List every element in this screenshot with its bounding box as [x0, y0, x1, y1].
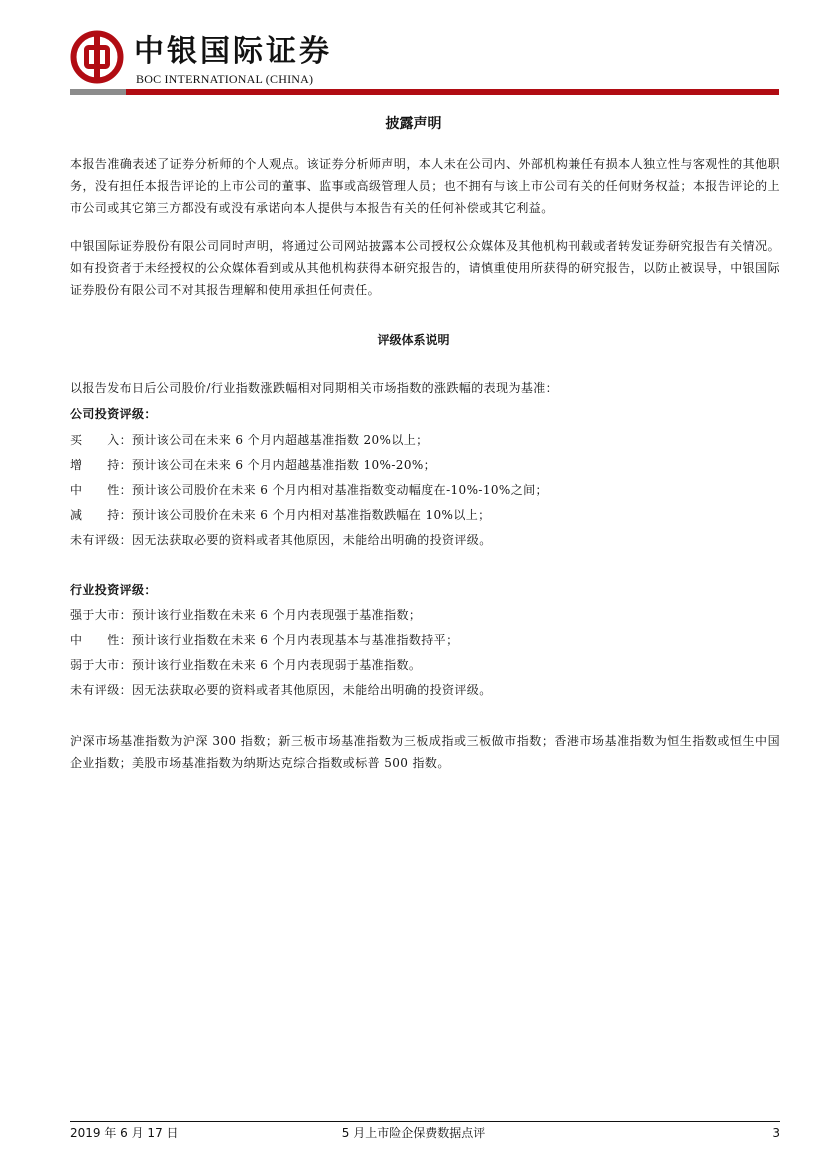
company-rating-unrated: 未有评级：因无法获取必要的资料或者其他原因，未能给出明确的投资评级。	[70, 533, 492, 547]
industry-rating-unrated: 未有评级：因无法获取必要的资料或者其他原因，未能给出明确的投资评级。	[70, 683, 492, 697]
industry-rating-neutral: 中 性：预计该行业指数在未来 6 个月内表现基本与基准指数持平；	[70, 633, 459, 647]
industry-rating-heading: 行业投资评级：	[70, 583, 157, 597]
company-rating-reduce: 减 持：预计该公司股价在未来 6 个月内相对基准指数跌幅在 10%以上；	[70, 508, 491, 522]
footer-report-title: 5 月上市险企保费数据点评	[341, 1126, 486, 1140]
header-rule-gray	[70, 89, 126, 95]
industry-rating-outperform: 强于大市：预计该行业指数在未来 6 个月内表现强于基准指数；	[70, 608, 422, 622]
rating-intro: 以报告发布日后公司股价/行业指数涨跌幅相对同期相关市场指数的涨跌幅的表现为基准：	[70, 381, 559, 395]
footer-rule	[70, 1121, 780, 1122]
brand-name-english: BOC INTERNATIONAL (CHINA)	[136, 72, 314, 86]
company-rating-heading: 公司投资评级：	[70, 407, 157, 421]
benchmark-note: 沪深市场基准指数为沪深 300 指数；新三板市场基准指数为三板成指或三板做市指数；香港市场基准指数为恒生指数或恒生中国企业指数；美股市场基准指数为纳斯达克综合指数或标普 500 指数。	[70, 734, 780, 770]
disclosure-title: 披露声明	[385, 116, 442, 132]
disclosure-paragraph-1: 本报告准确表述了证券分析师的个人观点。该证券分析师声明，本人未在公司内、外部机构兼任有损本人独立性与客观性的其他职务，没有担任本报告评论的上市公司的董事、监事或高级管理人员；也不拥有与该上市公司有关的任何财务权益；本报告评论的上市公司或其它第三方都没有或没有承诺向本人提供与本报告有关的任何补偿或其它利益。	[70, 157, 780, 215]
brand-name-chinese: 中银国际证券	[134, 34, 332, 69]
footer-page-number: 3	[772, 1126, 780, 1140]
footer-date: 2019 年 6 月 17 日	[70, 1126, 179, 1140]
company-rating-neutral: 中 性：预计该公司股价在未来 6 个月内相对基准指数变动幅度在-10%-10%之间；	[70, 483, 548, 497]
boc-logo-icon	[70, 30, 124, 84]
industry-rating-underperform: 弱于大市：预计该行业指数在未来 6 个月内表现弱于基准指数。	[70, 658, 422, 672]
rating-system-title: 评级体系说明	[377, 333, 450, 347]
company-rating-buy: 买 入：预计该公司在未来 6 个月内超越基准指数 20%以上；	[70, 433, 429, 447]
header-rule-red	[126, 89, 779, 95]
company-rating-accumulate: 增 持：预计该公司在未来 6 个月内超越基准指数 10%-20%；	[70, 458, 437, 472]
disclosure-paragraph-2: 中银国际证券股份有限公司同时声明，将通过公司网站披露本公司授权公众媒体及其他机构刊载或者转发证券研究报告有关情况。如有投资者于未经授权的公众媒体看到或从其他机构获得本研究报告的，请慎重使用所获得的研究报告，以防止被误导，中银国际证券股份有限公司不对其报告理解和使用承担任何责任。	[70, 239, 780, 297]
